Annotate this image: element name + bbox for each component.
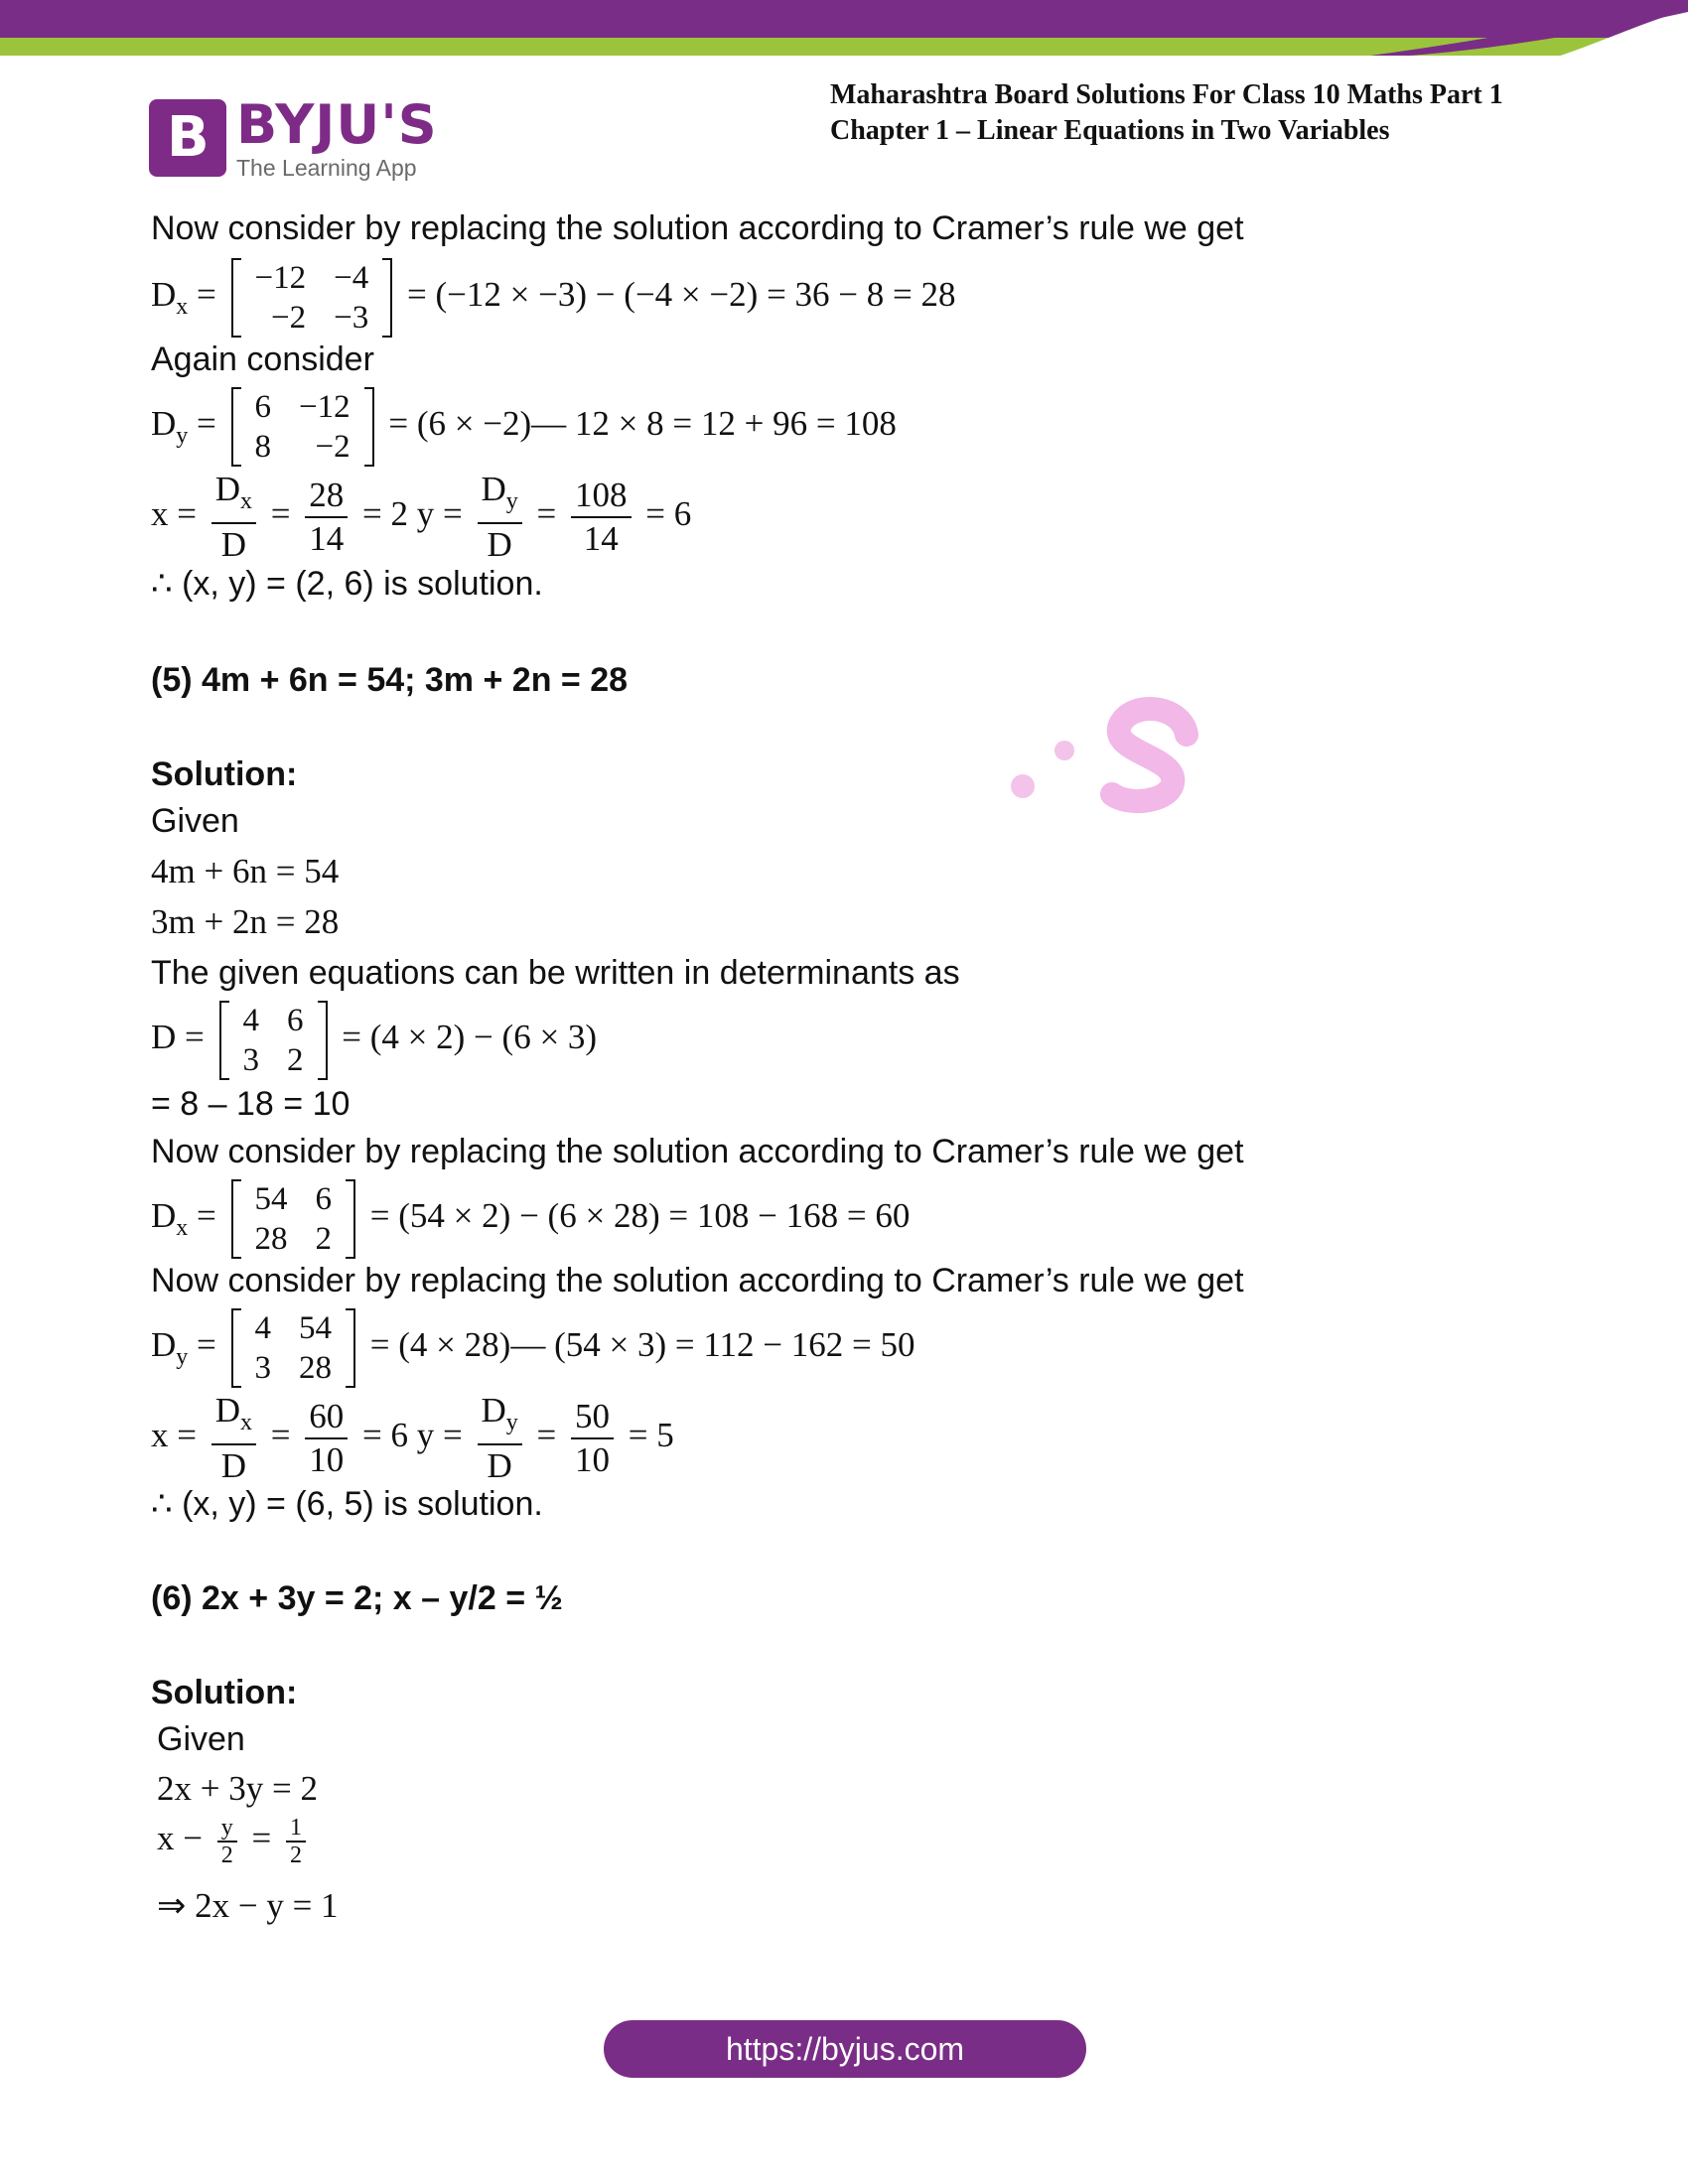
matrix: 4 54 3 28: [231, 1308, 356, 1388]
watermark-logo: [993, 665, 1251, 814]
solution-label: Solution:: [151, 755, 298, 793]
logo-mark: B: [149, 99, 226, 177]
header-title-line1: Maharashtra Board Solutions For Class 10 Maths Part 1: [830, 79, 1503, 110]
equation-line: x − $\frac{y}{2}$ = $\frac{1}{2}$: [157, 1815, 312, 1868]
dy-determinant-line: $D_y$ = 4 54 3 28 = (4 × 28)— (54 × 3) = 112 − 162 = 50: [151, 1310, 915, 1386]
given-label: Given: [151, 802, 239, 840]
equation-line: 2x + 3y = 2: [157, 1769, 318, 1808]
logo-brand-name: BYJU'S: [236, 93, 438, 156]
matrix: −12 −4 −2 −3: [231, 258, 393, 338]
result-line: ∴ (x, y) = (2, 6) is solution.: [151, 565, 543, 603]
dx-determinant-line: $D_x$ = 54 6 28 2 = (54 × 2) − (6 × 28) = 108 − 168 = 60: [151, 1181, 911, 1257]
result-line: ∴ (x, y) = (6, 5) is solution.: [151, 1485, 543, 1523]
text-line: Again consider: [151, 341, 374, 378]
solution-label: Solution:: [151, 1674, 298, 1711]
dy-determinant-line: $D_y$ = 6 −12 8 −2 = (6 × −2)— 12 × 8 = 12 + 96 = 108: [151, 389, 897, 465]
text-line: = 8 – 18 = 10: [151, 1085, 351, 1123]
footer-url-link[interactable]: https://byjus.com: [604, 2020, 1086, 2078]
document-header-title: [830, 77, 1503, 149]
equation-line: ⇒ 2x − y = 1: [157, 1886, 339, 1925]
text-line: Now consider by replacing the solution according to Cramer’s rule we get: [151, 209, 1244, 247]
text-line: Now consider by replacing the solution according to Cramer’s rule we get: [151, 1262, 1244, 1299]
given-label: Given: [157, 1720, 245, 1758]
xy-value-line: x = $\frac{D_x}{D}$ = $\frac{60}{10}$ = 6 y = $\frac{D_y}{D}$ = $\frac{50}{10}$ = 5: [151, 1391, 674, 1485]
question-6-heading: (6) 2x + 3y = 2; x – y/2 = ½: [151, 1579, 563, 1617]
matrix: 4 6 3 2: [219, 1001, 328, 1080]
dx-determinant-line: $D_x$ = −12 −4 −2 −3 = (−12 × −3) − (−4 × −2) = 36 − 8 = 28: [151, 260, 956, 336]
d-determinant-line: D = 4 6 3 2 = (4 × 2) − (6 × 3): [151, 1003, 598, 1078]
matrix: 6 −12 8 −2: [231, 387, 374, 467]
byjus-logo: [149, 93, 447, 181]
xy-value-line: x = $\frac{D_x}{D}$ = $\frac{28}{14}$ = 2 y = $\frac{D_y}{D}$ = $\frac{108}{14}$ = 6: [151, 470, 692, 564]
equation-line: 3m + 2n = 28: [151, 902, 340, 941]
text-line: Now consider by replacing the solution according to Cramer’s rule we get: [151, 1133, 1244, 1170]
matrix: 54 6 28 2: [231, 1179, 356, 1259]
text-line: The given equations can be written in determinants as: [151, 954, 960, 992]
equation-line: 4m + 6n = 54: [151, 852, 340, 890]
header-title-line2: Chapter 1 – Linear Equations in Two Variables: [830, 115, 1390, 146]
logo-tagline: The Learning App: [236, 155, 417, 181]
question-5-heading: (5) 4m + 6n = 54; 3m + 2n = 28: [151, 661, 629, 699]
header-decor-bar: [0, 0, 1688, 60]
